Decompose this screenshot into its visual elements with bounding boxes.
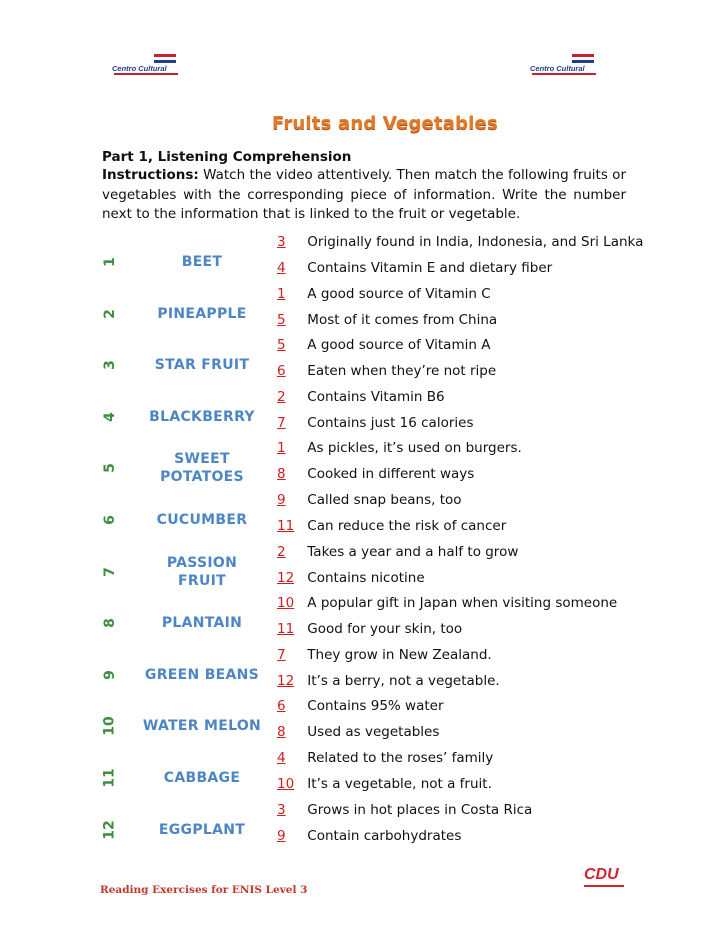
item-number-label: 3 xyxy=(102,360,118,371)
item-row xyxy=(0,236,728,288)
answer-blank[interactable]: 11 xyxy=(277,518,295,534)
page-title: Fruits and Vegetables xyxy=(272,113,498,134)
item-number xyxy=(90,700,130,752)
clue-line xyxy=(277,697,444,715)
item-number-label: 7 xyxy=(102,566,118,577)
clue-line xyxy=(277,336,490,354)
item-number xyxy=(90,804,130,856)
answer-blank[interactable]: 2 xyxy=(277,388,286,405)
answer-blank[interactable]: 7 xyxy=(277,646,286,663)
clue-line xyxy=(277,620,462,638)
instructions-text: Watch the video attentively. Then match the following fruits or vegetables with the corresponding piece of information. Write the number next to the information that is linked to the fruit or vegetable. xyxy=(102,167,626,222)
clue-text: Contains just 16 calories xyxy=(307,414,474,431)
item-row xyxy=(0,752,728,804)
item-row xyxy=(0,646,728,701)
instructions xyxy=(102,166,626,225)
clue-text: Contains 95% water xyxy=(307,698,444,715)
answer-blank[interactable]: 8 xyxy=(277,724,286,741)
clue-text: Cooked in different ways xyxy=(307,466,475,483)
item-name: PLANTAIN xyxy=(161,615,243,632)
item-name: EGGPLANT xyxy=(158,821,246,838)
clue-line xyxy=(277,775,492,793)
item-number xyxy=(90,442,130,494)
item-number xyxy=(90,546,130,598)
item-number-label: 4 xyxy=(102,411,118,422)
clue-text: It’s a berry, not a vegetable. xyxy=(307,672,500,689)
clue-text: It’s a vegetable, not a fruit. xyxy=(307,776,492,792)
clue-line xyxy=(277,259,552,277)
clue-line xyxy=(277,285,491,303)
answer-blank[interactable]: 8 xyxy=(277,466,286,483)
flag-icon xyxy=(154,54,176,63)
clue-text: Good for your skin, too xyxy=(307,621,463,638)
clue-text: A popular gift in Japan when visiting someone xyxy=(307,595,618,612)
clue-text: Used as vegetables xyxy=(307,724,440,741)
clue-line xyxy=(277,311,497,329)
item-row xyxy=(0,494,728,546)
item-row xyxy=(0,388,728,443)
answer-blank[interactable]: 3 xyxy=(277,801,286,818)
logo-left xyxy=(112,54,182,80)
clue-text: Contains Vitamin E and dietary fiber xyxy=(307,260,553,276)
answer-blank[interactable]: 6 xyxy=(277,698,286,715)
item-name: BEET xyxy=(181,254,223,270)
item-name: SWEET POTATOES xyxy=(160,451,244,486)
clue-text: Most of it comes from China xyxy=(307,311,498,328)
answer-blank[interactable]: 1 xyxy=(277,440,286,457)
item-name: WATER MELON xyxy=(142,718,262,735)
logo-right-text: Centro Cultural xyxy=(530,64,585,73)
item-number-label: 5 xyxy=(102,463,118,474)
flag-icon xyxy=(572,54,594,63)
item-name: CABBAGE xyxy=(163,770,241,786)
clue-line xyxy=(277,801,532,819)
clue-line xyxy=(277,465,474,483)
clue-text: Takes a year and a half to grow xyxy=(307,543,519,560)
clue-line xyxy=(277,723,439,741)
clue-line xyxy=(277,491,462,509)
clue-text: Related to the roses’ family xyxy=(307,750,494,766)
clue-text: Grows in hot places in Costa Rica xyxy=(307,801,533,818)
clue-line xyxy=(277,439,522,457)
answer-blank[interactable]: 6 xyxy=(277,363,286,380)
item-row xyxy=(0,543,728,598)
clue-line xyxy=(277,827,461,845)
clue-line xyxy=(277,414,473,432)
item-number xyxy=(90,752,130,804)
item-number-label: 6 xyxy=(102,515,118,525)
clue-line xyxy=(277,233,643,251)
logo-left-text: Centro Cultural xyxy=(112,64,167,73)
item-number-label: 2 xyxy=(102,308,118,319)
clue-text: Originally found in India, Indonesia, and Sri Lanka xyxy=(307,234,644,250)
clue-line xyxy=(277,672,500,690)
item-name: PINEAPPLE xyxy=(157,305,247,322)
item-row xyxy=(0,339,728,391)
clue-text: A good source of Vitamin C xyxy=(307,285,491,302)
item-name: BLACKBERRY xyxy=(149,408,255,425)
instructions-label: Instructions: xyxy=(102,167,199,183)
item-number-label: 10 xyxy=(101,716,118,737)
answer-blank[interactable]: 7 xyxy=(277,414,286,431)
item-number xyxy=(90,597,130,649)
item-number xyxy=(90,391,130,443)
logo-right xyxy=(530,54,600,80)
clue-text: Contains nicotine xyxy=(307,569,425,586)
clue-text: A good source of Vitamin A xyxy=(307,337,491,354)
answer-blank[interactable]: 5 xyxy=(277,337,286,354)
answer-blank[interactable]: 10 xyxy=(277,595,295,612)
clue-text: They grow in New Zealand. xyxy=(307,646,492,663)
item-row xyxy=(0,597,728,649)
answer-blank[interactable]: 4 xyxy=(277,260,286,276)
answer-blank[interactable]: 4 xyxy=(277,750,286,766)
answer-blank[interactable]: 5 xyxy=(277,311,286,328)
part-title: Part 1, Listening Comprehension xyxy=(102,149,352,165)
item-name: GREEN BEANS xyxy=(144,666,260,683)
item-row xyxy=(0,442,728,494)
clue-line xyxy=(277,749,493,767)
item-number-label: 11 xyxy=(101,768,118,788)
clue-text: As pickles, it’s used on burgers. xyxy=(307,440,522,457)
clue-text: Contain carbohydrates xyxy=(307,827,462,844)
clue-line xyxy=(277,362,496,380)
item-number-label: 12 xyxy=(101,819,118,840)
item-number-label: 9 xyxy=(102,669,118,680)
answer-blank[interactable]: 10 xyxy=(277,776,295,792)
clue-line xyxy=(277,517,506,535)
item-number xyxy=(90,649,130,701)
answer-blank[interactable]: 3 xyxy=(277,234,286,250)
answer-blank[interactable]: 1 xyxy=(277,285,286,302)
item-number xyxy=(90,339,130,391)
item-number-label: 1 xyxy=(102,257,118,267)
item-number-label: 8 xyxy=(102,618,118,629)
item-number xyxy=(90,236,130,288)
item-name: STAR FRUIT xyxy=(154,357,250,374)
answer-blank[interactable]: 2 xyxy=(277,543,286,560)
answer-blank[interactable]: 12 xyxy=(277,569,295,586)
clue-line xyxy=(277,594,617,612)
answer-blank[interactable]: 12 xyxy=(277,672,295,689)
clue-line xyxy=(277,569,425,587)
answer-blank[interactable]: 9 xyxy=(277,492,286,508)
clue-text: Can reduce the risk of cancer xyxy=(307,518,507,534)
item-number xyxy=(90,494,130,546)
answer-blank[interactable]: 11 xyxy=(277,621,295,638)
clue-text: Eaten when they’re not ripe xyxy=(307,363,497,380)
footer-text: Reading Exercises for ENIS Level 3 xyxy=(100,884,308,896)
answer-blank[interactable]: 9 xyxy=(277,827,286,844)
item-row xyxy=(0,285,728,340)
clue-line xyxy=(277,646,492,664)
item-number xyxy=(90,288,130,340)
clue-text: Contains Vitamin B6 xyxy=(307,388,445,405)
item-row xyxy=(0,700,728,752)
item-name: PASSION FRUIT xyxy=(166,554,238,589)
clue-text: Called snap beans, too xyxy=(307,492,462,508)
cdu-logo: CDU xyxy=(584,866,619,883)
item-row xyxy=(0,801,728,856)
clue-line xyxy=(277,388,445,406)
item-name: CUCUMBER xyxy=(156,512,248,528)
clue-line xyxy=(277,543,518,561)
